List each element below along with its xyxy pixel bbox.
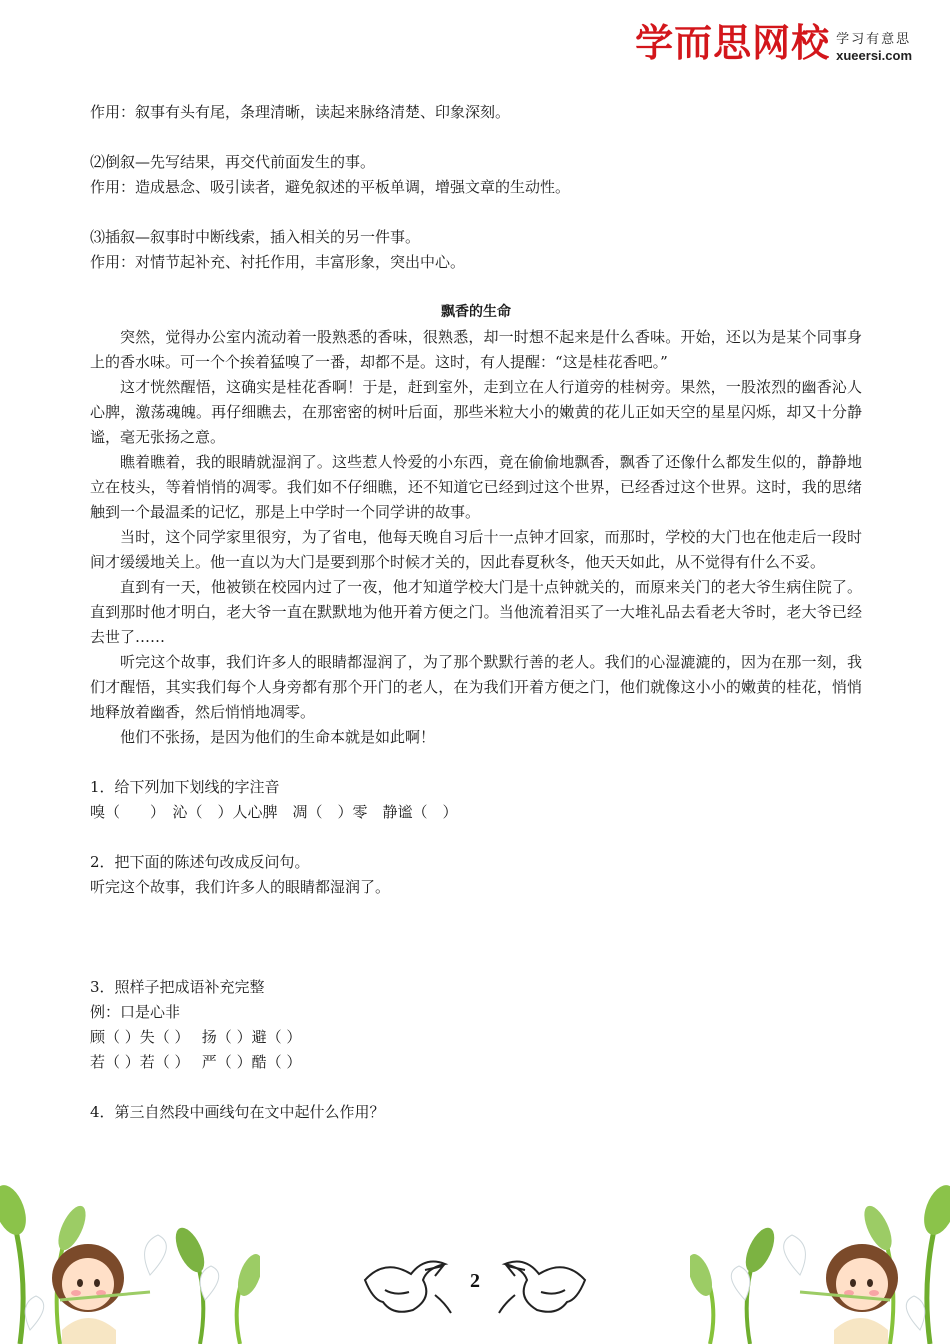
- question-1-title: 1．给下列加下划线的字注音: [90, 778, 280, 796]
- girl-flowers-left-illustration: [0, 1180, 260, 1344]
- logo-text: 学而思网校: [635, 21, 831, 65]
- logo-slogan: 学习有意思: [836, 32, 912, 47]
- article-paragraph: 直到有一天，他被锁在校园内过了一夜，他才知道学校大门是十点钟就关的，而原来关门的老大爷生病住院了。直到那时他才明白，老大爷一直在默默地为他开着方便之门。当他流着泪买了一大堆礼品去看老大爷时，老大爷已经去世了……: [90, 578, 862, 646]
- page-content: [90, 100, 862, 1125]
- question-3-row-1: 顾（ ）失（ ） 扬（ ）避（ ）: [90, 1028, 302, 1046]
- question-3-row-2: 若（ ）若（ ） 严（ ）酷（ ）: [90, 1053, 302, 1071]
- question-2-title: 2．把下面的陈述句改成反问句。: [90, 853, 310, 871]
- question-2-sentence: 听完这个故事，我们许多人的眼睛都湿润了。: [90, 878, 391, 896]
- question-4-title: 4．第三自然段中画线句在文中起什么作用？: [90, 1103, 385, 1121]
- article-paragraph: 突然，觉得办公室内流动着一股熟悉的香味，很熟悉，却一时想不起来是什么香味。开始，还以为是某个同事身上的香水味。可一个个挨着猛嗅了一番，却都不是。这时，有人提醒：“这是桂花香吧。”: [90, 328, 862, 371]
- chaxu-effect: 作用：对情节起补充、衬托作用，丰富形象，突出中心。: [90, 253, 466, 271]
- article-paragraph: 这才恍然醒悟，这确实是桂花香啊！于是，赶到室外，走到立在人行道旁的桂树旁。果然，一股浓烈的幽香沁人心脾，激荡魂魄。再仔细瞧去，在那密密的树叶后面，那些米粒大小的嫩黄的花儿正如天空的星星闪烁，却又十分静谧，毫无张扬之意。: [90, 378, 862, 446]
- article-paragraph: 听完这个故事，我们许多人的眼睛都湿润了，为了那个默默行善的老人。我们的心湿漉漉的，因为在那一刻，我们才醒悟，其实我们每个人身旁都有那个开门的老人，在为我们开着方便之门，他们就像这小小的嫩黄的桂花，悄悄地释放着幽香，然后悄悄地凋零。: [90, 653, 862, 721]
- chaxu-definition: ⑶插叙—叙事时中断线索，插入相关的另一件事。: [90, 228, 421, 246]
- question-1-items: 嗅（ ） 沁（ ）人心脾 凋（ ）零 静谧（ ）: [90, 803, 458, 821]
- article-title: 飘香的生命: [441, 304, 511, 320]
- answer-space: [90, 900, 862, 975]
- article-paragraph: 他们不张扬，是因为他们的生命本就是如此啊！: [120, 728, 436, 746]
- question-3-title: 3．照样子把成语补充完整: [90, 978, 265, 996]
- logo-side: [836, 32, 912, 64]
- girl-flowers-right-illustration: [690, 1180, 950, 1344]
- daoxu-definition: ⑵倒叙—先写结果，再交代前面发生的事。: [90, 153, 376, 171]
- page-number: 2: [470, 1270, 480, 1292]
- article-paragraph: 当时，这个同学家里很穷，为了省电，他每天晚自习后十一点钟才回家，而那时，学校的大门也在他走后一段时间才缓缓地关上。他一直以为大门是要到那个时候才关的，因此春夏秋冬，他天天如此，从不觉得有什么不妥。: [90, 528, 862, 571]
- dove-left-icon: [355, 1250, 455, 1320]
- site-logo: [635, 20, 912, 66]
- dove-right-icon: [495, 1250, 595, 1320]
- article-paragraph: 瞧着瞧着，我的眼睛就湿润了。这些惹人怜爱的小东西，竟在偷偷地飘香，飘香了还像什么都发生似的，静静地立在枝头，等着悄悄的凋零。我们如不仔细瞧，还不知道它已经到过这个世界，已经香过这个世界。这时，我的思绪触到一个最温柔的记忆，那是上中学时一个同学讲的故事。: [90, 453, 862, 521]
- question-3-example: 例：口是心非: [90, 1003, 181, 1021]
- daoxu-effect: 作用：造成悬念、吸引读者，避免叙述的平板单调，增强文章的生动性。: [90, 178, 571, 196]
- logo-domain: xueersi.com: [836, 48, 912, 63]
- shunxu-effect: 作用：叙事有头有尾，条理清晰，读起来脉络清楚、印象深刻。: [90, 103, 511, 121]
